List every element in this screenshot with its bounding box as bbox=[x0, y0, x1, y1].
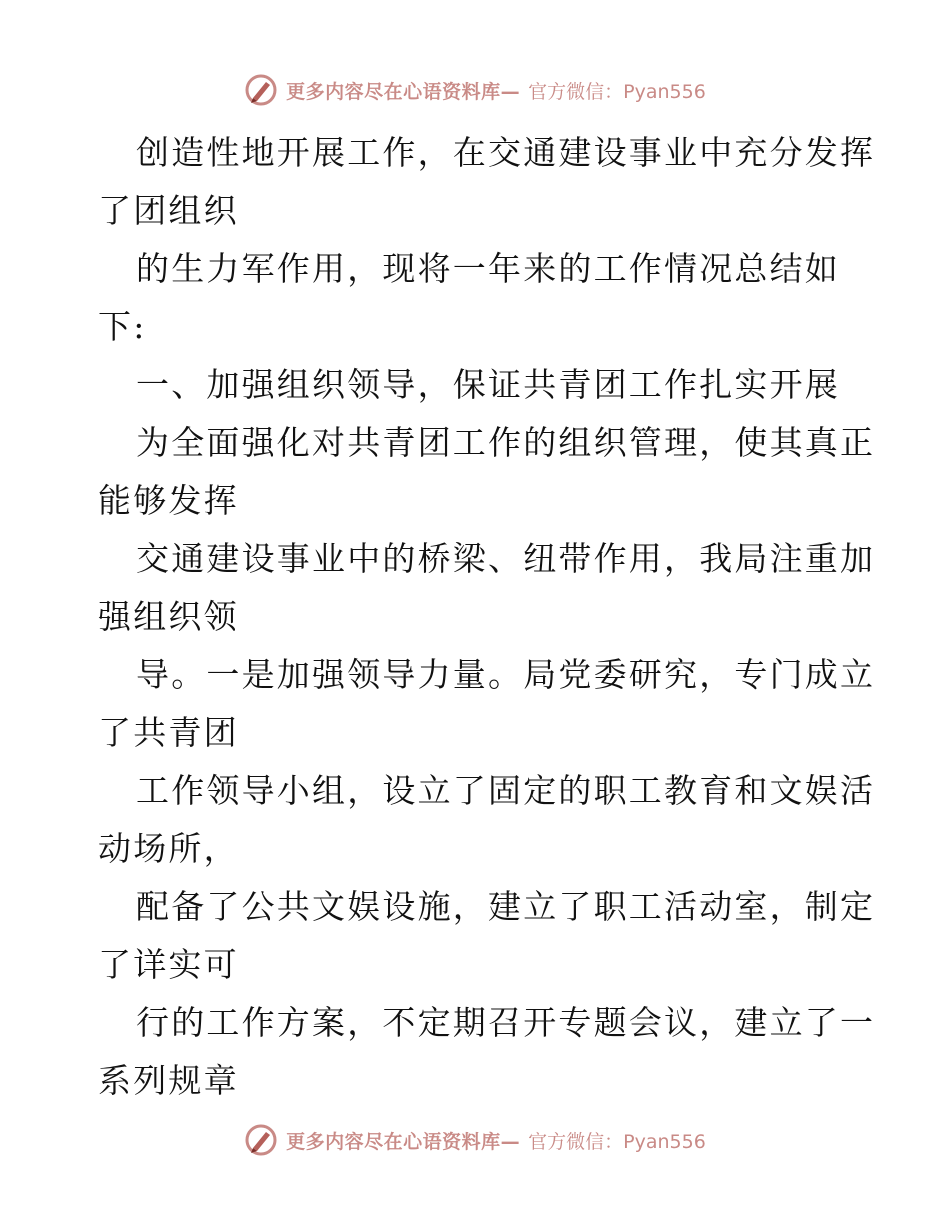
text-line: 了团组织 bbox=[98, 191, 239, 230]
footer-watermark bbox=[0, 1120, 950, 1160]
watermark-text: 更多内容尽在心语资料库— bbox=[286, 80, 521, 103]
text-line: 工作领导小组，设立了固定的职工教育和文娱活 bbox=[136, 771, 876, 810]
text-line: 为全面强化对共青团工作的组织管理，使其真正 bbox=[136, 423, 876, 462]
watermark-text: 更多内容尽在心语资料库— bbox=[286, 1130, 521, 1153]
text-line: 下: bbox=[98, 307, 147, 346]
text-line: 动场所， bbox=[98, 829, 239, 868]
ink-pen-circle-icon bbox=[244, 1123, 278, 1157]
text-line: 的生力军作用，现将一年来的工作情况总结如 bbox=[136, 249, 840, 288]
text-line: 导。一是加强领导力量。局党委研究，专门成立 bbox=[136, 655, 876, 694]
text-line: 创造性地开展工作，在交通建设事业中充分发挥 bbox=[136, 133, 876, 172]
text-line: 交通建设事业中的桥梁、纽带作用，我局注重加 bbox=[136, 539, 876, 578]
ink-pen-circle-icon bbox=[244, 73, 278, 107]
text-line: 一、加强组织领导，保证共青团工作扎实开展 bbox=[136, 365, 840, 404]
text-line: 了共青团 bbox=[98, 713, 239, 752]
text-line: 能够发挥 bbox=[98, 481, 239, 520]
watermark-contact: 官方微信：Pyan556 bbox=[528, 1130, 706, 1153]
watermark-contact: 官方微信：Pyan556 bbox=[528, 80, 706, 103]
header-watermark bbox=[0, 70, 950, 110]
document-body bbox=[98, 124, 876, 1110]
text-line: 强组织领 bbox=[98, 597, 239, 636]
text-line: 系列规章 bbox=[98, 1061, 239, 1100]
text-line: 配备了公共文娱设施，建立了职工活动室，制定 bbox=[136, 887, 876, 926]
text-line: 了详实可 bbox=[98, 945, 239, 984]
text-line: 行的工作方案，不定期召开专题会议，建立了一 bbox=[136, 1003, 876, 1042]
